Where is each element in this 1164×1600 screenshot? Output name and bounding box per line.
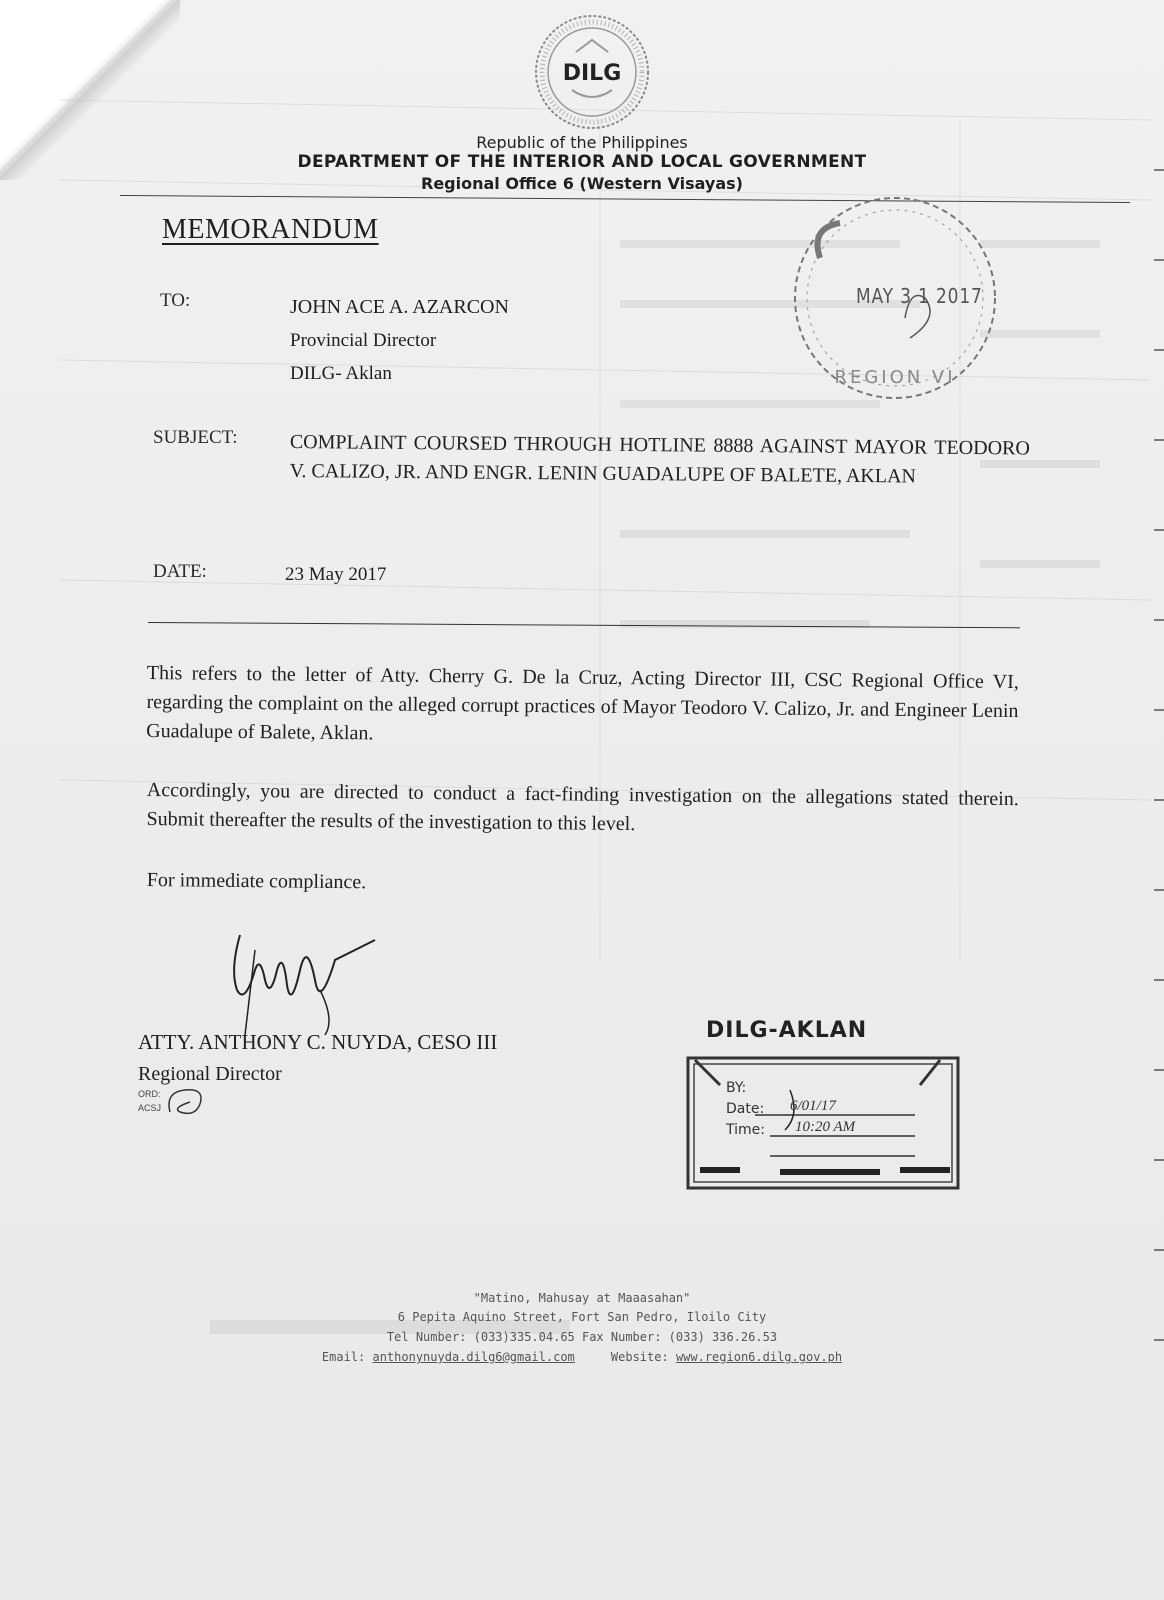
signatory-title: Regional Director xyxy=(138,1063,282,1085)
to-office: DILG- Aklan xyxy=(290,363,392,384)
footer-website-link[interactable]: www.region6.dilg.gov.ph xyxy=(675,1350,843,1364)
to-position: Provincial Director xyxy=(290,330,437,351)
footer-tel: Tel Number: (033)335.04.65 Fax Number: (033) 336.26.53 xyxy=(386,1330,778,1344)
footer-contacts xyxy=(0,1350,1164,1364)
seal-text: DILG xyxy=(562,61,622,86)
initials-scribble xyxy=(160,1082,220,1122)
header-department: DEPARTMENT OF THE INTERIOR AND LOCAL GOVERNMENT xyxy=(297,152,867,172)
body-paragraph-2: Accordingly, you are directed to conduct a fact-finding investigation on the allegations stated therein. Submit thereafter the results of the investigation to this level. xyxy=(146,778,1019,836)
received-by-label: BY: xyxy=(726,1080,747,1096)
reference-initials-2: ACSJ xyxy=(138,1103,162,1113)
handwritten-signature xyxy=(225,930,385,1040)
header-republic: Republic of the Philippines xyxy=(476,133,688,152)
to-label: TO: xyxy=(160,290,191,311)
memo-title: MEMORANDUM xyxy=(162,214,379,245)
body-paragraph-1: This refers to the letter of Atty. Cherry G. De la Cruz, Acting Director III, CSC Regional Office VI, regarding the complaint on the alleged corrupt practices of Mayor Teodoro V. Calizo, Jr. and Engineer Lenin Guadalupe of Balete, Aklan. xyxy=(146,661,1019,745)
received-date-label: Date: xyxy=(726,1101,765,1117)
body-paragraph-3: For immediate compliance. xyxy=(146,868,367,894)
binder-edge-marks xyxy=(1150,150,1164,1400)
footer-address: 6 Pepita Aquino Street, Fort San Pedro, Iloilo City xyxy=(397,1310,767,1324)
signatory-name: ATTY. ANTHONY C. NUYDA, CESO III xyxy=(138,1030,498,1054)
reference-initials-1: ORD: xyxy=(138,1089,161,1099)
received-time-label: Time: xyxy=(726,1122,765,1138)
dilg-aklan-stamp-title: DILG-AKLAN xyxy=(706,1018,868,1043)
footer-website-label: Website: xyxy=(610,1350,669,1364)
subject-text: COMPLAINT COURSED THROUGH HOTLINE 8888 AGAINST MAYOR TEODORO V. CALIZO, JR. AND ENGR. LENIN GUADALUPE OF BALETE, AKLAN xyxy=(289,430,1030,488)
dilg-seal-logo xyxy=(532,12,652,132)
to-name: JOHN ACE A. AZARCON xyxy=(290,296,509,318)
memo-date: 23 May 2017 xyxy=(285,564,387,585)
received-date-value: 6/01/17 xyxy=(790,1098,836,1114)
header-regional-office: Regional Office 6 (Western Visayas) xyxy=(421,174,743,193)
stamp-date-text: MAY 3 1 2017 xyxy=(856,284,983,308)
footer-motto: "Matino, Mahusay at Maaasahan" xyxy=(473,1291,691,1305)
subject-label: SUBJECT: xyxy=(153,427,238,448)
footer-email-label: Email: xyxy=(321,1350,366,1364)
footer-email-link[interactable]: anthonynuyda.dilg6@gmail.com xyxy=(372,1350,575,1364)
received-time-value: 10:20 AM xyxy=(795,1119,856,1135)
stamp-region-text: REGION VI xyxy=(834,367,956,388)
date-label: DATE: xyxy=(153,561,207,582)
